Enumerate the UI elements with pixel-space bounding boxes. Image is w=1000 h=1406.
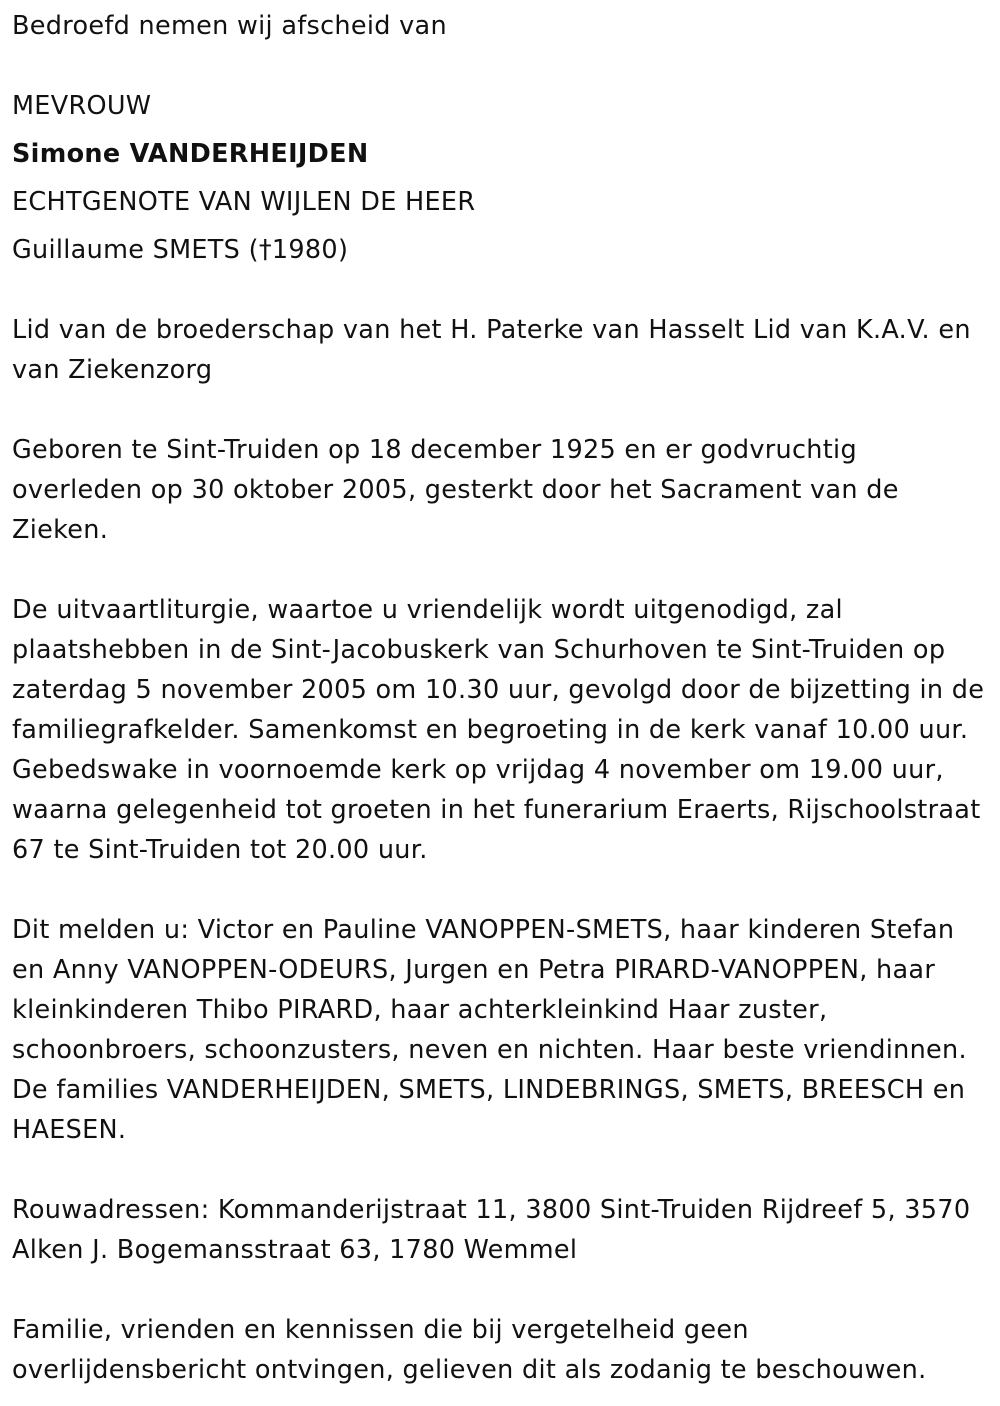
addresses-paragraph: Rouwadressen: Kommanderijstraat 11, 3800 Sint-Truiden Rijdreef 5, 3570 Alken J. Bogemansstraat 63, 1780 Wemmel [12, 1195, 971, 1265]
spouse-title: ECHTGENOTE VAN WIJLEN DE HEER [12, 187, 476, 217]
family-paragraph: Dit melden u: Victor en Pauline VANOPPEN-SMETS, haar kinderen Stefan en Anny VANOPPEN-ODEURS, Jurgen en Petra PIRARD-VANOPPEN, haar kleinkinderen Thibo PIRARD, haar achterkleinkind Haar zuster, schoonbroers, schoonzusters, neven en nichten. Haar beste vriendinnen. De families VANDERHEIJDEN, SMETS, LINDEBRINGS, SMETS, BREESCH en HAESEN. [12, 915, 967, 1145]
membership-paragraph: Lid van de broederschap van het H. Paterke van Hasselt Lid van K.A.V. en van Ziekenzorg [12, 315, 971, 385]
spouse-name: Guillaume SMETS (†1980) [12, 235, 349, 265]
salutation: MEVROUW [12, 91, 152, 121]
funeral-paragraph: De uitvaartliturgie, waartoe u vriendelijk wordt uitgenodigd, zal plaatshebben in de Sint-Jacobuskerk van Schurhoven te Sint-Truiden op zaterdag 5 november 2005 om 10.30 uur, gevolgd door de bijzetting in de familiegrafkelder. Samenkomst en begroeting in de kerk vanaf 10.00 uur. Gebedswake in voornoemde kerk op vrijdag 4 november om 19.00 uur, waarna gelegenheid tot groeten in het funerarium Eraerts, Rijschoolstraat 67 te Sint-Truiden tot 20.00 uur. [12, 595, 985, 865]
birth-death-paragraph: Geboren te Sint-Truiden op 18 december 1925 en er godvruchtig overleden op 30 oktober 2005, gesterkt door het Sacrament van de Zieken. [12, 435, 899, 545]
deceased-name: Simone VANDERHEIJDEN [12, 139, 369, 169]
closing-paragraph: Familie, vrienden en kennissen die bij vergetelheid geen overlijdensbericht ontvingen, gelieven dit als zodanig te beschouwen. [12, 1315, 927, 1385]
intro-text: Bedroefd nemen wij afscheid van [12, 11, 447, 41]
